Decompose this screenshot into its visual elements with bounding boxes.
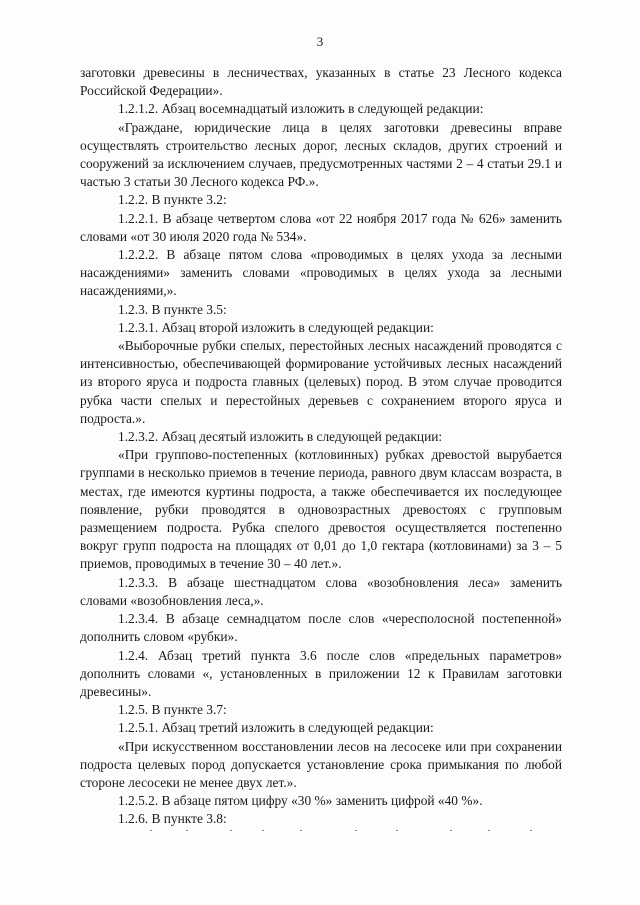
paragraph: 1.2.3.1. Абзац второй изложить в следующей редакции: — [118, 319, 434, 335]
paragraph: «При группово-постепенных (котловинных) рубках древостой вырубается группами в несколько приемов в течение периода, равного двум классам возраста, в местах, где имеются куртины подроста, а также обеспечивается их последующее появление, рубки проводятся в одновозрастных древостоях с групповым размещением подроста. Рубка спелого древостоя осуществляется постепенно вокруг групп подроста на площадях от 0,01 до 1,0 гектара (котловинами) за 3 – 5 приемов, проводимых в течение 30 – 40 лет.». — [80, 447, 562, 572]
paragraph: 1.2.3.4. В абзаце семнадцатом после слов «чересполосной постепенной» дополнить словом «рубки». — [80, 611, 562, 645]
paragraph: 1.2.2.1. В абзаце четвертом слова «от 22 ноября 2017 года № 626» заменить словами «от 30 июля 2020 года № 534». — [80, 210, 562, 244]
paragraph: 1.2.1.2. Абзац восемнадцатый изложить в следующей редакции: — [118, 101, 484, 117]
paragraph: 1.2.3. В пункте 3.5: — [118, 301, 227, 317]
paragraph: 1.2.5.1. Абзац третий изложить в следующей редакции: — [118, 720, 434, 736]
paragraph: 1.2.3.2. Абзац десятый изложить в следующей редакции: — [118, 429, 443, 445]
paragraph: заготовки древесины в лесничествах, указанных в статье 23 Лесного кодекса Российской Федерации». — [80, 65, 562, 99]
paragraph: 1.2.2.2. В абзаце пятом слова «проводимых в целях ухода за лесными насаждениями» заменить словами «проводимых в целях ухода за лесными насаждениями,». — [80, 247, 562, 299]
paragraph: 1.2.5. В пункте 3.7: — [118, 702, 227, 718]
paragraph: «При искусственном восстановлении лесов на лесосеке или при сохранении подроста целевых пород допускается установление срока примыкания по любой стороне лесосеки не менее двух лет.». — [80, 738, 562, 790]
paragraph: 1.2.2. В пункте 3.2: — [118, 192, 227, 208]
paragraph: 1.2.3.3. В абзаце шестнадцатом слова «возобновления леса» заменить словами «возобновления леса,». — [80, 574, 562, 608]
paragraph: 1.2.5.2. В абзаце пятом цифру «30 %» заменить цифрой «40 %». — [118, 793, 483, 809]
paragraph: «Выборочные рубки спелых, перестойных лесных насаждений проводятся с интенсивностью, обеспечивающей формирование устойчивых лесных насаждений из второго яруса и подроста главных (целевых) пород. В этом случае проводится рубка части спелых и перестойных деревьев с сохранением второго яруса и подроста.». — [80, 338, 562, 426]
scan-artifacts — [150, 826, 550, 836]
paragraph: «Граждане, юридические лица в целях заготовки древесины вправе осуществлять строительство лесных дорог, лесных складов, других строений и сооружений за исключением случаев, предусмотренных частями 2 – 4 статьи 29.1 и частью 3 статьи 30 Лесного кодекса РФ.». — [80, 119, 562, 190]
document-body — [80, 64, 562, 829]
paragraph: 1.2.6. В пункте 3.8: — [118, 811, 227, 827]
page-number: 3 — [316, 34, 324, 49]
paragraph: 1.2.4. Абзац третий пункта 3.6 после слов «предельных параметров» дополнить словами «, установленных в приложении 12 к Правилам заготовки древесины». — [80, 647, 562, 699]
